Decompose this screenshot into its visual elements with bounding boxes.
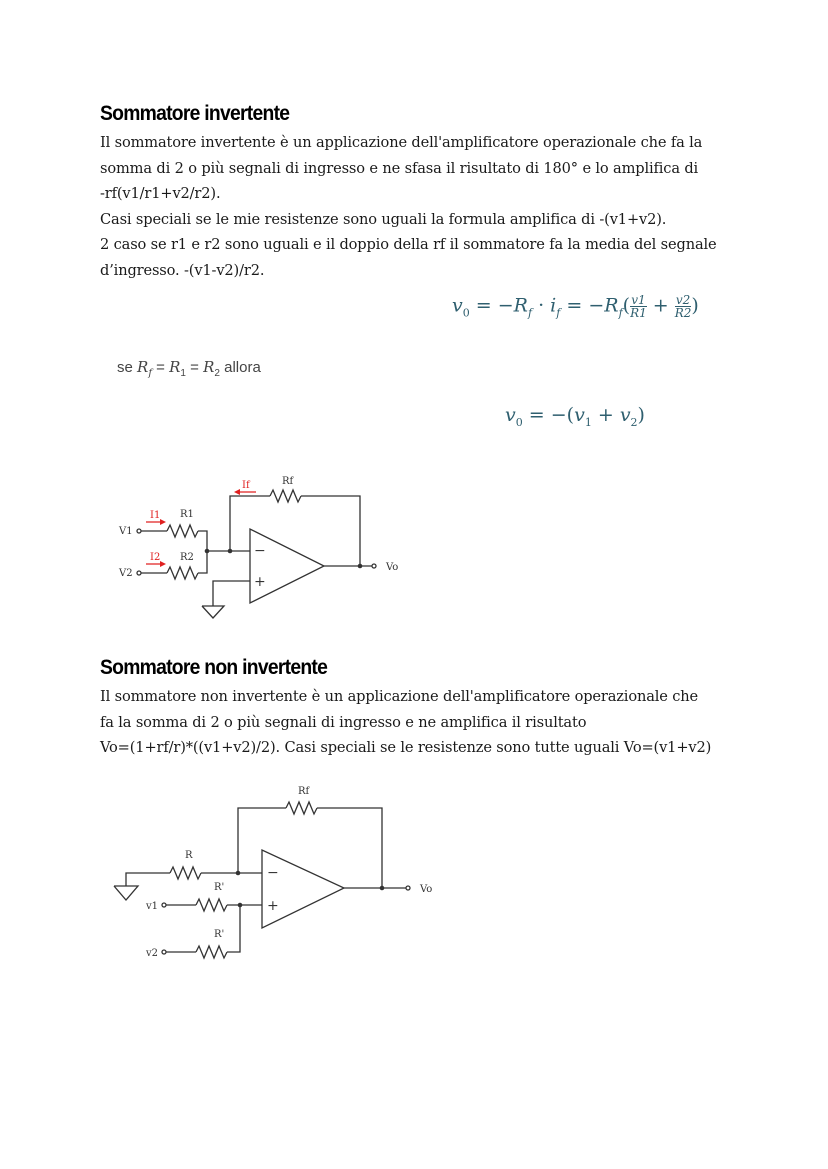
formula-symbol: i <box>550 294 557 317</box>
formula-numerator: v1 <box>631 293 646 307</box>
input-wire <box>198 551 207 573</box>
formula-operator: + <box>646 294 675 317</box>
formula-subscript: f <box>556 306 561 320</box>
label-rf: Rf <box>298 786 310 797</box>
formula-operator: = − <box>560 294 605 317</box>
non-inverting-summer-circuit <box>110 780 450 965</box>
formula-sum-result <box>505 404 645 429</box>
formula-operator: = −( <box>522 404 575 426</box>
ground-icon <box>114 886 138 900</box>
formula-operator: = <box>185 359 204 376</box>
text-line: Vo=(1+rf/r)*((v1+v2)/2). Casi speciali se le resistenze sono tutte uguali Vo=(v1+v2) <box>100 739 712 756</box>
input-wire <box>227 905 240 952</box>
formula-subscript: 2 <box>630 415 638 429</box>
feedback-wire <box>301 496 360 566</box>
opamp-triangle <box>250 529 324 603</box>
rp2-resistor <box>196 946 227 958</box>
junction-dot <box>205 549 210 554</box>
vo-terminal <box>372 564 376 568</box>
label-r2: R2 <box>180 552 194 563</box>
formula-fraction <box>630 294 647 319</box>
junction-dot <box>236 871 241 876</box>
formula-operator: ) <box>637 404 645 426</box>
text-line: fa la somma di 2 o più segnali di ingresso e ne amplifica il risultato <box>100 713 587 731</box>
label-vo: Vo <box>386 562 399 573</box>
text-line: d’ingresso. -(v1-v2)/r2. <box>100 261 265 279</box>
formula-symbol: v <box>574 404 585 426</box>
formula-subscript: 0 <box>462 306 470 320</box>
v1-terminal <box>137 529 141 533</box>
label-i2: I2 <box>150 552 161 563</box>
v1-terminal <box>162 903 166 907</box>
label-if: If <box>242 480 250 491</box>
section-body-non-inverting-summer <box>100 684 711 761</box>
ground-wire <box>126 873 170 886</box>
i1-arrowhead-icon <box>160 519 166 525</box>
r2-resistor <box>167 567 198 579</box>
opamp-triangle <box>262 850 344 928</box>
section-title-inverting-summer: Sommatore invertente <box>100 102 290 125</box>
rp1-resistor <box>196 899 227 911</box>
formula-symbol: R <box>137 358 149 376</box>
formula-symbol: v <box>452 294 463 317</box>
formula-operator: + <box>591 404 620 426</box>
label-i1: I1 <box>150 510 161 521</box>
label-rp1: R' <box>214 882 225 893</box>
label-rf: Rf <box>282 476 294 487</box>
text-line: Casi speciali se le mie resistenze sono uguali la formula amplifica di -(v1+v2). <box>100 210 667 228</box>
i2-arrowhead-icon <box>160 561 166 567</box>
input-wire <box>198 531 207 551</box>
condition-text: allora <box>219 359 261 376</box>
formula-symbol: R <box>203 358 215 376</box>
text-line: -rf(v1/r1+v2/r2). <box>100 185 221 202</box>
text-line: 2 caso se r1 e r2 sono uguali e il doppio della rf il sommatore fa la media del segnale <box>100 236 717 253</box>
formula-fraction <box>675 294 692 319</box>
formula-subscript: 0 <box>515 415 523 429</box>
formula-subscript: f <box>618 306 623 320</box>
rf-resistor <box>286 802 317 814</box>
section-body-inverting-summer <box>100 130 717 283</box>
formula-subscript: 1 <box>180 368 186 379</box>
if-arrowhead-icon <box>234 489 240 495</box>
ground-icon <box>202 606 224 618</box>
junction-dot <box>238 903 243 908</box>
formula-symbol: v <box>619 404 631 426</box>
junction-dot <box>380 886 385 891</box>
formula-subscript: f <box>148 368 153 379</box>
label-rp2: R' <box>214 929 225 940</box>
formula-symbol: R <box>513 294 528 317</box>
condition-text: se <box>117 359 138 376</box>
feedback-wire <box>317 808 382 888</box>
junction-dot <box>228 549 233 554</box>
label-r1: R1 <box>180 509 194 520</box>
opamp-minus: − <box>254 543 266 559</box>
formula-output-voltage <box>452 294 699 319</box>
opamp-minus: − <box>267 865 279 881</box>
label-v1: V1 <box>119 526 133 537</box>
formula-operator: · <box>532 294 551 317</box>
condition-equal-resistors <box>117 358 261 379</box>
text-line: somma di 2 o più segnali di ingresso e ne sfasa il risultato di 180° e lo amplifica di <box>100 159 699 177</box>
opamp-plus: + <box>254 574 266 590</box>
section-title-non-inverting-summer: Sommatore non invertente <box>100 656 328 679</box>
formula-subscript: 2 <box>214 368 220 379</box>
ground-wire <box>213 581 250 606</box>
formula-symbol: R <box>604 294 619 317</box>
label-v1: v1 <box>146 901 159 912</box>
formula-symbol: v <box>505 404 516 426</box>
inverting-summer-circuit <box>110 470 420 625</box>
r-resistor <box>170 867 201 879</box>
formula-subscript: 1 <box>584 415 592 429</box>
label-vo: Vo <box>420 884 433 895</box>
formula-symbol: R <box>169 358 181 376</box>
v2-terminal <box>162 950 166 954</box>
formula-denominator: R2 <box>674 306 692 320</box>
label-r: R <box>185 850 193 861</box>
v2-terminal <box>137 571 141 575</box>
text-line: Il sommatore non invertente è un applicazione dell'amplificatore operazionale che <box>100 688 699 705</box>
formula-operator: ) <box>691 294 699 317</box>
formula-operator: ( <box>622 294 631 317</box>
formula-operator: = − <box>469 294 514 317</box>
formula-numerator: v2 <box>675 293 691 307</box>
r1-resistor <box>167 525 198 537</box>
formula-subscript: f <box>527 306 533 320</box>
text-line: Il sommatore invertente è un applicazione dell'amplificatore operazionale che fa la <box>100 134 703 151</box>
formula-denominator: R1 <box>630 306 647 320</box>
formula-operator: = <box>152 359 170 376</box>
rf-resistor <box>270 490 301 502</box>
label-v2: v2 <box>146 948 159 959</box>
opamp-plus: + <box>267 898 279 914</box>
junction-dot <box>358 564 363 569</box>
label-v2: V2 <box>119 568 133 579</box>
vo-terminal <box>406 886 410 890</box>
